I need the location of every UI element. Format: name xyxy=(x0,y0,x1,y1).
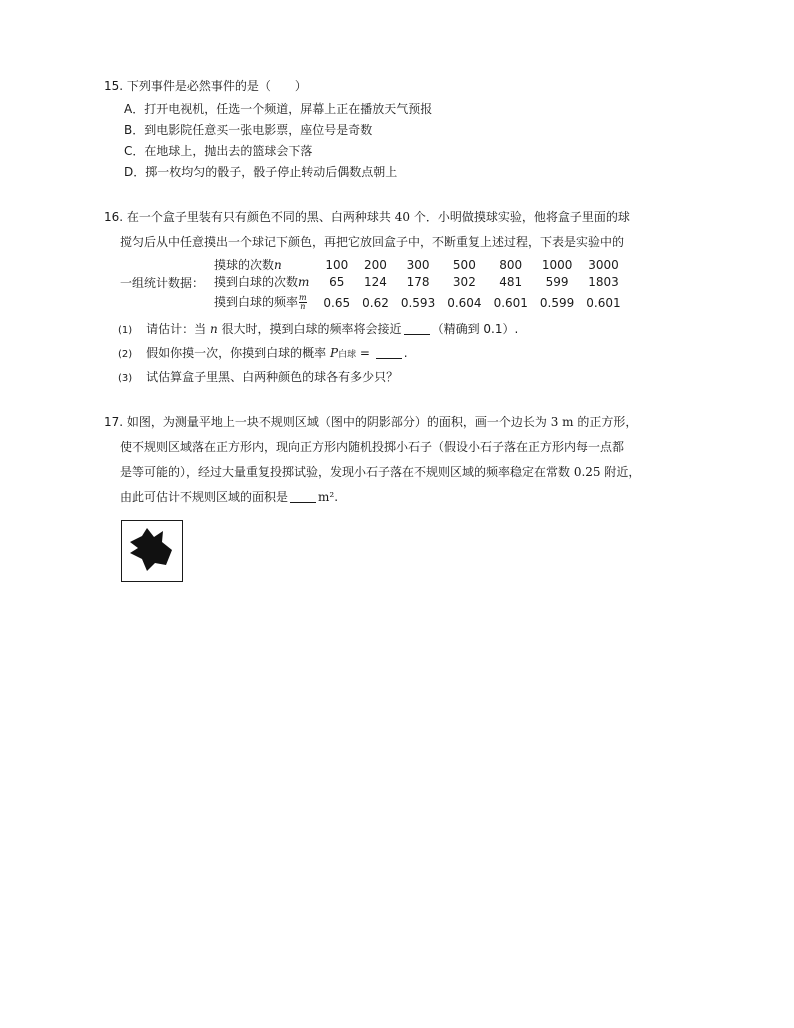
q16-sub1: (1) 请估计：当 n 很大时，摸到白球的频率将会接近 （精确到 0.1）. xyxy=(118,322,519,336)
row-label: 摸到白球的频率 $\frac{m}{n}$ xyxy=(214,293,307,311)
q16-stats-table xyxy=(214,256,627,311)
table-cell: 1000 xyxy=(541,257,573,272)
q15-option-d: D．掷一枚均匀的骰子，骰子停止转动后偶数点朝上 xyxy=(124,165,398,179)
table-row xyxy=(214,273,627,290)
table-cell: 0.62 xyxy=(362,295,389,310)
q16-lead: 一组统计数据： xyxy=(120,276,205,290)
frequency-constant: 0.25 xyxy=(573,465,601,479)
q15-option-b: B．到电影院任意买一张电影票，座位号是奇数 xyxy=(124,123,373,137)
q16-line1-a: 16. 在一个盒子里装有只有颜色不同的黑、白两种球共 xyxy=(104,210,395,224)
answer-blank[interactable] xyxy=(404,322,430,335)
q16-line2: 搅匀后从中任意摸出一个球记下颜色，再把它放回盒子中，不断重复上述过程，下表是实验中的 xyxy=(120,235,625,249)
table-row xyxy=(214,290,627,311)
side-length: 3 m xyxy=(550,415,574,429)
q16-sub3: (3) 试估算盒子里黑、白两种颜色的球各有多少只？ xyxy=(118,370,399,384)
table-cell: 0.599 xyxy=(539,295,575,310)
table-cell: 800 xyxy=(499,257,523,272)
q15-stem: 15. 下列事件是必然事件的是（ ） xyxy=(104,79,307,93)
q17-line1: 17. 如图，为测量平地上一块不规则区域（图中的阴影部分）的面积，画一个边长为 3 m 的正方形， xyxy=(104,415,638,429)
answer-blank[interactable] xyxy=(376,346,402,359)
q15-option-a: A．打开电视机，任选一个频道，屏幕上正在播放天气预报 xyxy=(124,102,433,116)
q17-line4: 由此可估计不规则区域的面积是 m². xyxy=(120,490,339,504)
table-cell: 599 xyxy=(545,274,569,289)
table-cell: 100 xyxy=(325,257,349,272)
row-label: 摸到白球的次数m xyxy=(214,274,310,289)
table-cell: 65 xyxy=(329,274,345,289)
row-label: 摸球的次数n xyxy=(214,257,282,272)
table-cell: 302 xyxy=(452,274,476,289)
q15-option-c: C．在地球上，抛出去的篮球会下落 xyxy=(124,144,313,158)
table-cell: 1803 xyxy=(588,274,619,289)
table-cell: 0.601 xyxy=(586,295,621,310)
answer-blank[interactable] xyxy=(290,490,316,503)
table-cell: 124 xyxy=(364,274,387,289)
frequency-fraction: $\frac{m}{n}$ xyxy=(299,293,307,311)
square-figure xyxy=(121,520,183,582)
q16-sub2: (2) 假如你摸一次，你摸到白球的概率 P白球 = . xyxy=(118,346,408,360)
q16-line1-b: 个．小明做摸球实验，他将盒子里面的球 xyxy=(410,210,630,224)
table-cell: 300 xyxy=(406,257,430,272)
table-cell: 178 xyxy=(406,274,430,289)
table-cell: 500 xyxy=(452,257,476,272)
q16-ball-count: 40 xyxy=(394,210,410,224)
table-row xyxy=(214,256,627,273)
table-cell: 0.593 xyxy=(400,295,436,310)
table-cell: 0.65 xyxy=(323,295,351,310)
q16-line1 xyxy=(104,209,630,225)
q17-line2: 使不规则区域落在正方形内，现向正方形内随机投掷小石子（假设小石子落在正方形内每一点都 xyxy=(120,440,625,454)
table-cell: 3000 xyxy=(588,257,619,272)
table-cell: 0.604 xyxy=(447,295,482,310)
table-cell: 481 xyxy=(499,274,523,289)
q17-line3: 是等可能的），经过大量重复投掷试验，发现小石子落在不规则区域的频率稳定在常数 0.25 附近， xyxy=(120,465,641,479)
table-cell: 0.601 xyxy=(493,295,528,310)
table-cell: 200 xyxy=(364,257,387,272)
